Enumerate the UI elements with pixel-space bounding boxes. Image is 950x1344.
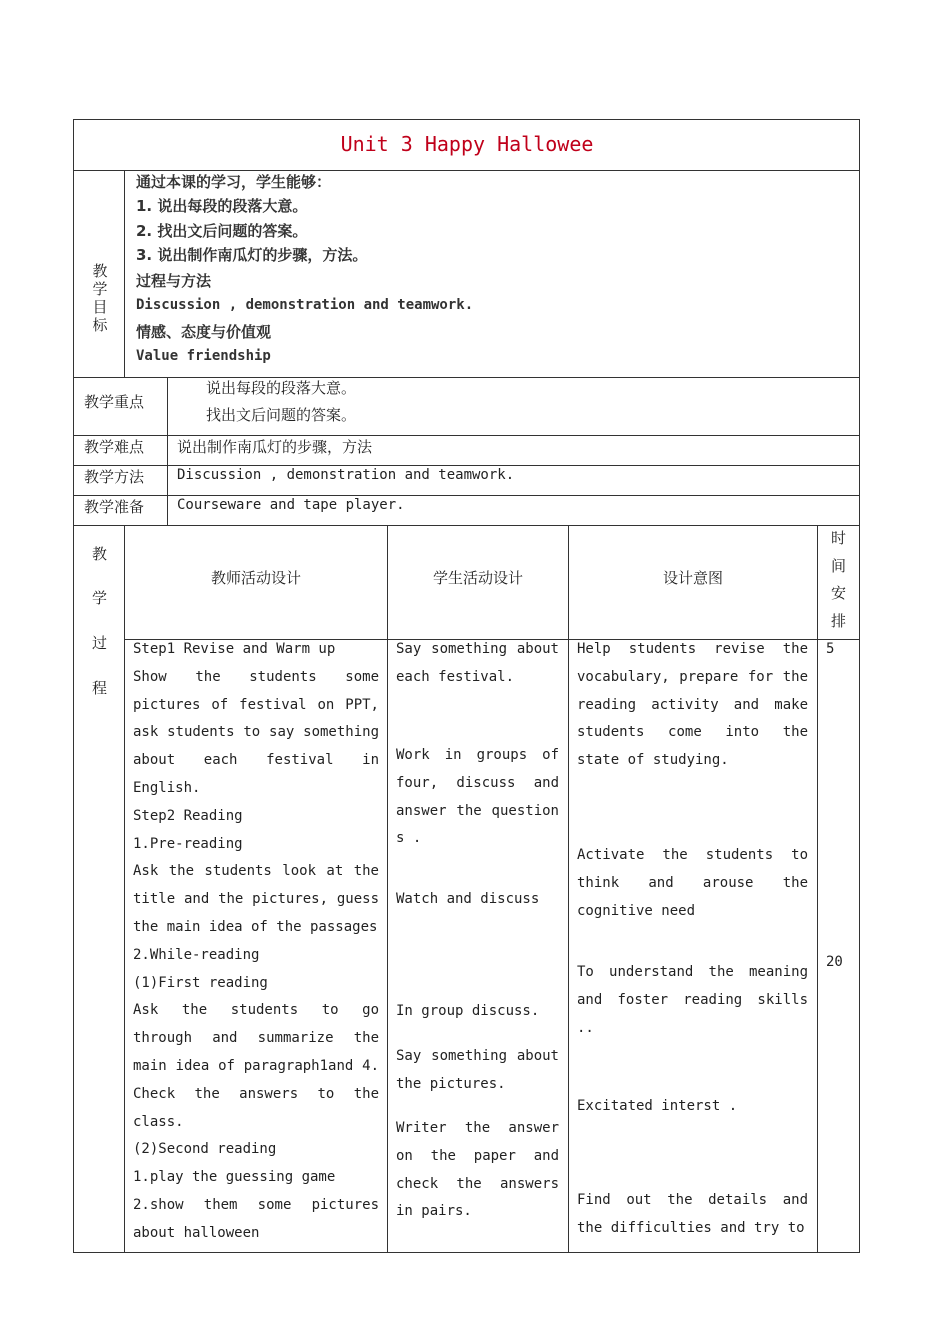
intent-item-1: Help students revise the vocabulary, prepare for the reading activity and make students come into the state of studying. [577, 641, 808, 769]
student-item-1: Say something about each festival. [396, 641, 559, 685]
student-item-3: Watch and discuss [396, 891, 540, 907]
teacher-guessing-game: 1.play the guessing game [133, 1169, 336, 1186]
key-points-label: 教学重点 [84, 393, 145, 411]
keypoints-label-divider [167, 377, 168, 435]
student-intent-divider [568, 525, 569, 1253]
teacher-first-reading-detail: Ask the students to go through and summarize the main idea of paragraph1and 4. Check the answers to the class. [133, 1002, 379, 1130]
objectives-line-1: 通过本课的学习，学生能够： [136, 173, 332, 191]
teacher-step2: Step2 Reading [133, 807, 243, 824]
objectives-line-7: 情感、态度与价值观 [136, 323, 272, 341]
objectives-label [89, 262, 111, 334]
key-points-line-2: 找出文后问题的答案。 [206, 406, 357, 424]
intent-item-4: Excitated interst . [577, 1098, 738, 1114]
intent-item-3: To understand the meaning and foster reading skills .. [577, 964, 808, 1036]
time-value-1: 5 [826, 641, 835, 657]
row-divider-preparation [73, 525, 860, 526]
teacher-step1: Step1 Revise and Warm up [133, 641, 336, 657]
student-item-2: Work in groups of four, discuss and answer the question s . [396, 747, 559, 847]
objectives-line-8: Value friendship [136, 348, 271, 364]
time-value-2: 20 [826, 954, 843, 970]
intent-item-5: Find out the details and the difficulties and try to [577, 1192, 808, 1236]
process-label-char-4: 程 [92, 679, 108, 697]
header-time-char-4: 排 [831, 612, 847, 630]
table-right-border [859, 119, 860, 1253]
objectives-line-3: 2. 找出文后问题的答案。 [136, 222, 308, 240]
objectives-line-5: 过程与方法 [136, 272, 212, 290]
key-points-line-1: 说出每段的段落大意。 [206, 379, 357, 397]
row-divider-methods [73, 495, 860, 496]
intent-item-2: Activate the students to think and arouse the cognitive need [577, 847, 808, 919]
teacher-student-divider [387, 525, 388, 1253]
page-title: Unit 3 Happy Hallowee [340, 132, 594, 156]
process-label-char-3: 过 [92, 634, 108, 652]
table-top-border [73, 119, 860, 120]
preparation-text: Courseware and tape player. [177, 497, 405, 513]
process-label-divider [124, 525, 125, 1253]
process-label-char-2: 学 [92, 589, 108, 607]
teacher-first-reading: (1)First reading [133, 974, 268, 991]
difficulties-label-divider [167, 435, 168, 525]
header-time-char-1: 时 [831, 529, 847, 547]
methods-label: 教学方法 [84, 468, 145, 486]
objectives-label-divider [124, 170, 125, 377]
student-item-6: Writer the answer on the paper and check the answers in pairs. [396, 1120, 559, 1220]
row-divider-objectives [73, 377, 860, 378]
table-left-border [73, 119, 74, 1253]
teacher-step1-detail: Show the students some pictures of festival on PPT, ask students to say something about each festival in English. [133, 668, 379, 796]
header-time-char-2: 间 [831, 557, 847, 575]
objectives-line-6: Discussion , demonstration and teamwork. [136, 297, 474, 313]
row-divider-difficulties [73, 465, 860, 466]
difficulties-text: 说出制作南瓜灯的步骤，方法 [177, 438, 373, 456]
process-label-char-1: 教 [92, 545, 108, 563]
teacher-activity-column [133, 636, 379, 1248]
teacher-second-reading: (2)Second reading [133, 1141, 277, 1158]
header-design-intent: 设计意图 [662, 569, 723, 587]
methods-text: Discussion , demonstration and teamwork. [177, 467, 515, 483]
objectives-line-2: 1. 说出每段的段落大意。 [136, 197, 308, 215]
header-teacher-activity: 教师活动设计 [210, 569, 301, 587]
header-time-char-3: 安 [831, 584, 847, 602]
teacher-pre-reading: 1.Pre-reading [133, 835, 243, 852]
teacher-while-reading: 2.While-reading [133, 946, 260, 963]
student-item-4: In group discuss. [396, 1003, 540, 1019]
table-bottom-border [73, 1252, 860, 1253]
teacher-pre-reading-detail: Ask the students look at the title and the pictures, guess the main idea of the passages [133, 863, 379, 935]
teacher-show-pictures: 2.show them some pictures about halloween [133, 1196, 379, 1241]
objectives-line-4: 3. 说出制作南瓜灯的步骤，方法。 [136, 246, 368, 264]
student-item-5: Say something about the pictures. [396, 1048, 559, 1092]
header-student-activity: 学生活动设计 [432, 569, 523, 587]
difficulties-label: 教学难点 [84, 438, 145, 456]
preparation-label: 教学准备 [84, 498, 145, 516]
objectives-label-text: 教学目标 [92, 262, 108, 334]
intent-time-divider [817, 525, 818, 1253]
